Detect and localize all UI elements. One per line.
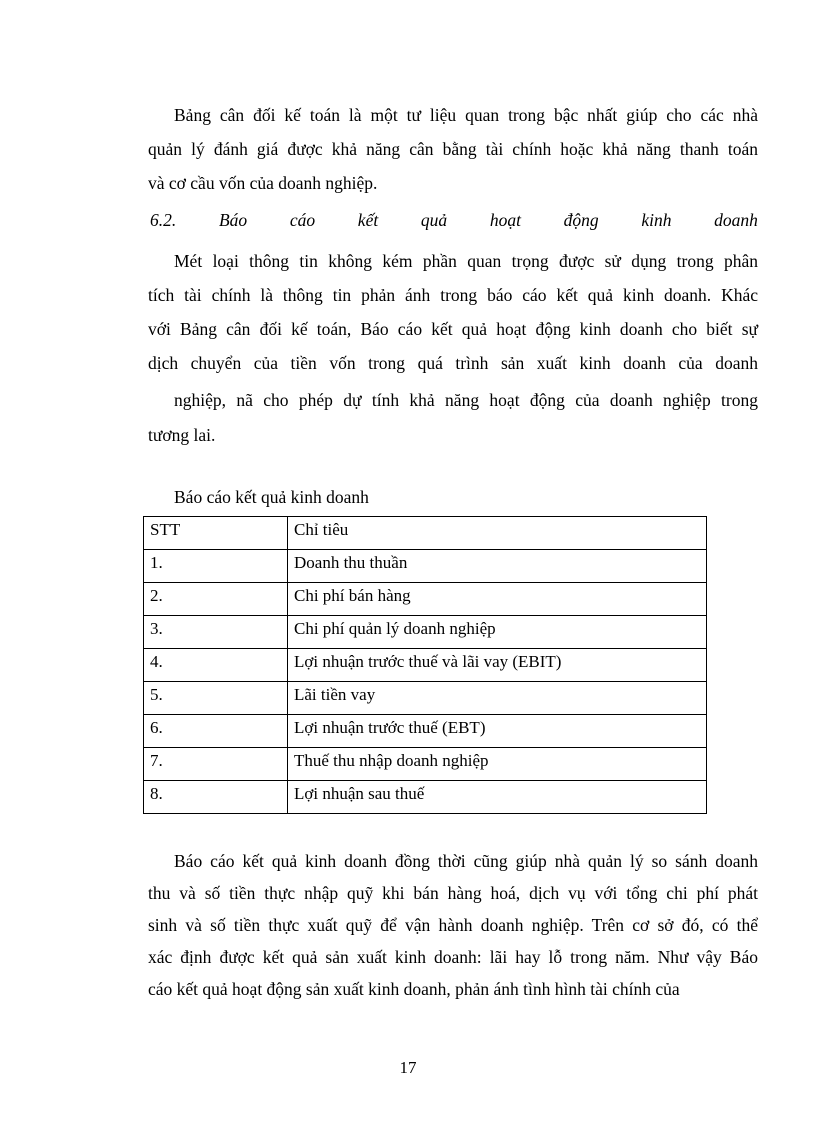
paragraph-3-line: thu và số tiền thực nhập quỹ khi bán hàng hoá, dịch vụ với tổng chi phí phát (148, 883, 758, 903)
row-number: 7. (144, 748, 288, 781)
table-header-row (144, 517, 707, 550)
paragraph-2-line: dịch chuyển của tiền vốn trong quá trình sản xuất kinh doanh của doanh (148, 353, 758, 373)
row-number: 5. (144, 682, 288, 715)
paragraph-1-line: và cơ cầu vốn của doanh nghiệp. (148, 173, 378, 193)
row-indicator: Lợi nhuận trước thuế (EBT) (288, 715, 707, 748)
paragraph-1-line: Bảng cân đối kế toán là một tư liệu quan trong bậc nhất giúp cho các nhà (174, 105, 758, 125)
row-number: 3. (144, 616, 288, 649)
paragraph-2-line: tương lai. (148, 425, 216, 445)
row-indicator: Chi phí quản lý doanh nghiệp (288, 616, 707, 649)
table-row (144, 781, 707, 814)
paragraph-3-line: cáo kết quả hoạt động sản xuất kinh doanh, phản ánh tình hình tài chính của (148, 979, 680, 999)
heading-word: hoạt (489, 210, 521, 230)
row-number: 6. (144, 715, 288, 748)
paragraph-2-line: nghiệp, nã cho phép dự tính khả năng hoạt động của doanh nghiệp trong (174, 390, 758, 410)
table-row (144, 583, 707, 616)
row-number: 1. (144, 550, 288, 583)
header-stt: STT (144, 517, 288, 550)
page-number: 17 (399, 1058, 417, 1077)
paragraph-3-line: sinh và số tiền thực xuất quỹ để vận hành doanh nghiệp. Trên cơ sở đó, có thể (148, 915, 758, 935)
paragraph-2-line: Mét loại thông tin không kém phần quan trọng được sử dụng trong phân (174, 251, 758, 271)
table-caption: Báo cáo kết quả kinh doanh (174, 487, 369, 507)
heading-word: kinh (641, 210, 672, 230)
paragraph-3-line: Báo cáo kết quả kinh doanh đồng thời cũng giúp nhà quản lý so sánh doanh (174, 851, 758, 871)
row-indicator: Lãi tiền vay (288, 682, 707, 715)
row-indicator: Chi phí bán hàng (288, 583, 707, 616)
paragraph-2-line: với Bảng cân đối kế toán, Báo cáo kết quả hoạt động kinh doanh cho biết sự (148, 319, 758, 339)
row-indicator: Doanh thu thuần (288, 550, 707, 583)
heading-word: doanh (714, 210, 758, 230)
heading-word: quả (420, 210, 448, 230)
report-table (143, 516, 707, 814)
section-number: 6.2. (150, 210, 177, 230)
row-number: 2. (144, 583, 288, 616)
paragraph-2-line: tích tài chính là thông tin phản ánh trong báo cáo kết quả kinh doanh. Khác (148, 285, 758, 305)
row-number: 8. (144, 781, 288, 814)
heading-word: động (563, 210, 599, 230)
heading-word: cáo (289, 210, 316, 230)
row-indicator: Thuế thu nhập doanh nghiệp (288, 748, 707, 781)
table-row (144, 682, 707, 715)
table-row (144, 616, 707, 649)
row-number: 4. (144, 649, 288, 682)
paragraph-1-line: quản lý đánh giá được khả năng cân bằng tài chính hoặc khả năng thanh toán (148, 139, 758, 159)
row-indicator: Lợi nhuận sau thuế (288, 781, 707, 814)
table-row (144, 748, 707, 781)
header-indicator: Chỉ tiêu (288, 517, 707, 550)
row-indicator: Lợi nhuận trước thuế và lãi vay (EBIT) (288, 649, 707, 682)
table-row (144, 649, 707, 682)
table-row (144, 715, 707, 748)
heading-word: Báo (218, 210, 248, 230)
paragraph-3-line: xác định được kết quả sản xuất kinh doanh: lãi hay lỗ trong năm. Như vậy Báo (148, 947, 758, 967)
heading-word: kết (357, 210, 379, 230)
table-row (144, 550, 707, 583)
section-heading (150, 209, 758, 231)
